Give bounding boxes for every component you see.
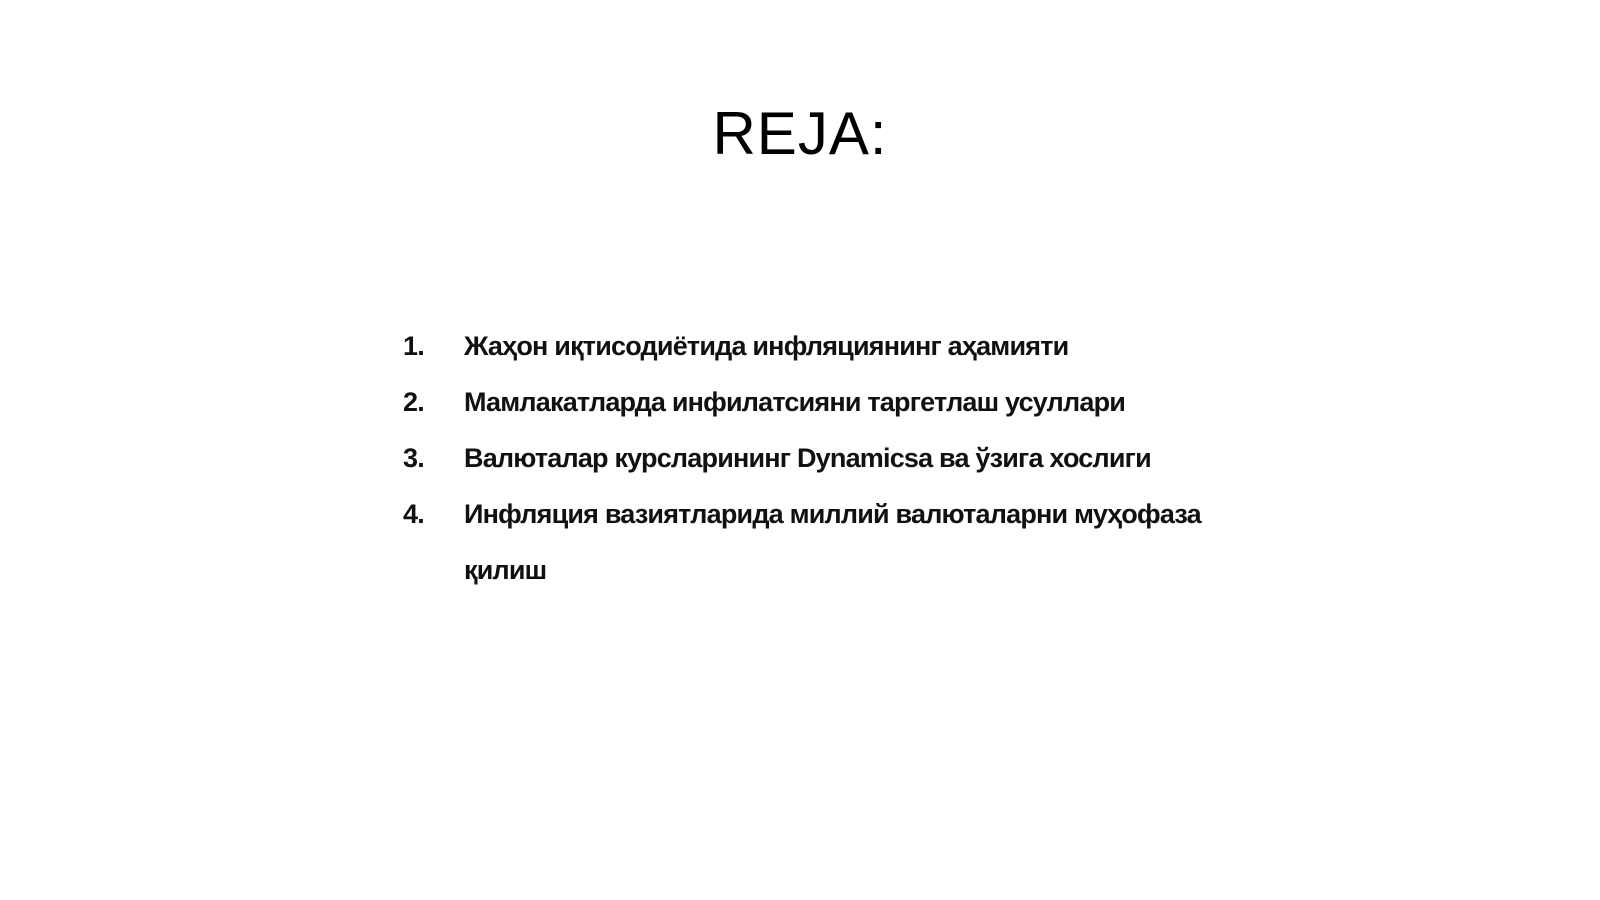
list-item-number: 1. (403, 331, 424, 361)
list-item-number: 3. (403, 443, 424, 473)
list-item-text: Мамлакатларда инфилатсияни таргетлаш усуллари (464, 387, 1126, 417)
plan-list (403, 318, 1223, 598)
list-item-number: 2. (403, 387, 424, 417)
list-item-text: Жаҳон иқтисодиётида инфляциянинг аҳамияти (464, 331, 1069, 361)
list-item (403, 486, 1223, 598)
list-item (403, 374, 1223, 430)
list-item-text: Инфляция вазиятларида миллий валюталарни муҳофаза қилиш (464, 499, 1201, 585)
list-item (403, 318, 1223, 374)
list-item-text: Валюталар курсларининг Dynamicsa ва ўзига хослиги (464, 443, 1151, 473)
list-item (403, 430, 1223, 486)
slide-title: REJA: (712, 100, 888, 167)
list-item-number: 4. (403, 499, 424, 529)
